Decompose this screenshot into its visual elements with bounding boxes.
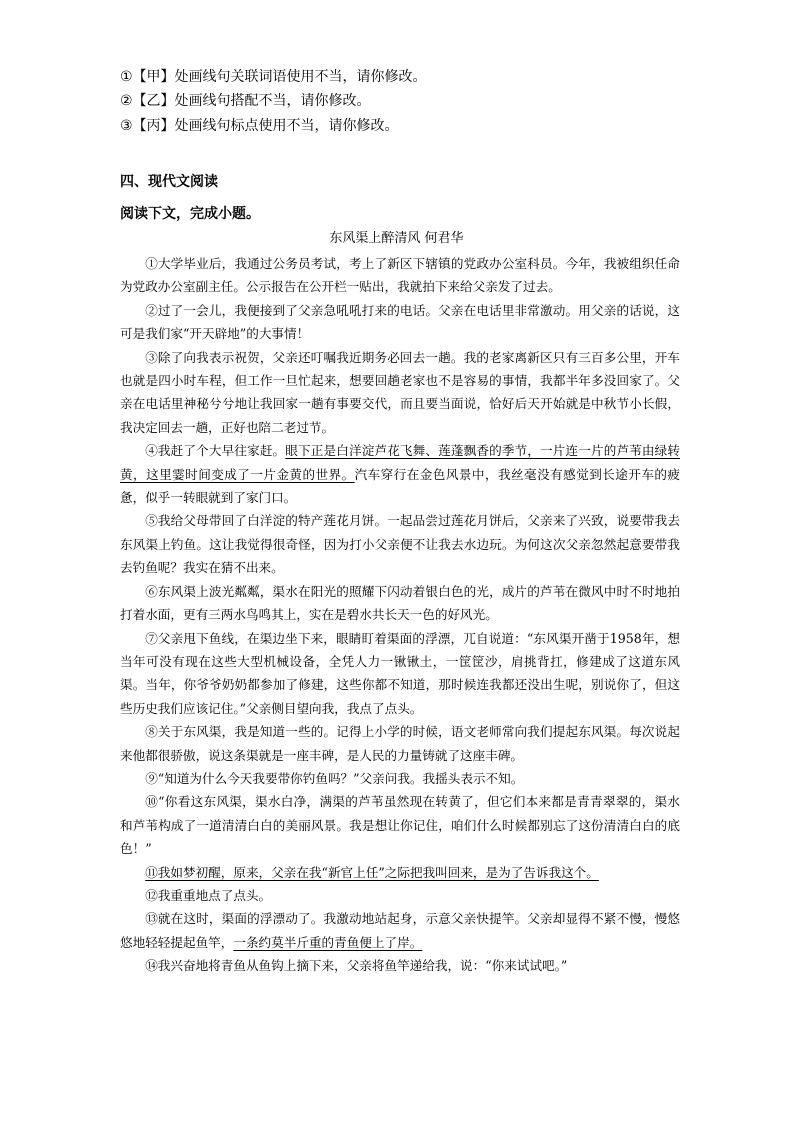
underlined-sentence-reed-scene: 眼下正是白洋淀芦花飞舞、莲蓬飘香的季节，一片连一片的芦苇由绿转黄，这里霎时间变成了一片金黄的世界。 [120, 443, 681, 482]
paragraph-13-lead: ⑬就在这时，渠面的浮漂动了。我激动地站起身，示意父亲快提竿。父亲却显得不紧不慢，慢悠悠地轻轻提起鱼竿， [120, 911, 680, 950]
paragraph-5: ⑤我给父母带回了白洋淀的特产莲花月饼。一起品尝过莲花月饼后，父亲来了兴致，说要带我去东风渠上钓鱼。这让我觉得很奇怪，因为打小父亲便不让我去水边玩。为何这次父亲忽然起意要带我去钓鱼呢？我实在猜不出来。 [120, 513, 680, 576]
section-heading: 四、现代文阅读 [120, 174, 218, 190]
article-body [120, 252, 680, 978]
question-3: ③【丙】处画线句标点使用不当，请你修改。 [120, 118, 399, 134]
question-1: ①【甲】处画线句关联词语使用不当，请你修改。 [120, 69, 427, 85]
paragraph-6: ⑥东风渠上波光粼粼，渠水在阳光的照耀下闪动着银白色的光，成片的芦苇在微风中时不时地拍打着水面，更有三两水鸟鸣其上，实在是碧水共长天一色的好风光。 [120, 583, 680, 623]
paragraph-14: ⑭我兴奋地将青鱼从鱼钩上摘下来，父亲将鱼竿递给我，说：“你来试试吧。” [145, 958, 568, 974]
paragraph-11: ⑪我如梦初醒，原来，父亲在我“新官上任”之际把我叫回来，是为了告诉我这个。 [145, 864, 599, 880]
reading-instruction: 阅读下文，完成小题。 [120, 206, 260, 222]
underlined-sentence-fish: 一条约莫半斤重的青鱼便上了岸。 [233, 934, 423, 950]
paragraph-7: ⑦父亲甩下鱼线，在渠边坐下来，眼睛盯着渠面的浮漂，兀自说道：“东风渠开凿于1958年，想当年可没有现在这些大型机械设备，全凭人力一锹锹土，一筐筐沙，肩挑背扛，修建成了这道东风渠。当年，你爷爷奶奶都参加了修建，这些你都不知道，那时候连我都还没出生呢，别说你了，但这些历史我们应该记住。”父亲侧目望向我，我点了点头。 [120, 630, 680, 716]
paragraph-12: ⑫我重重地点了点头。 [145, 887, 272, 903]
paragraph-4-tail: 汽车穿行在金色风景中，我丝毫没有感觉到长途开车的疲惫，似乎一转眼就到了家门口。 [120, 466, 681, 506]
question-2: ②【乙】处画线句搭配不当，请你修改。 [120, 93, 371, 109]
paragraph-9: ⑨“知道为什么今天我要带你钓鱼吗？”父亲问我。我摇头表示不知。 [145, 770, 524, 786]
paragraph-4 [120, 439, 680, 509]
paragraph-2: ②过了一会儿，我便接到了父亲急吼吼打来的电话。父亲在电话里非常激动。用父亲的话说，这可是我们家“开天辟地”的大事情！ [120, 302, 680, 342]
paragraph-13 [120, 907, 680, 954]
paragraph-4-lead: ④我赶了个大早往家赶。 [145, 443, 286, 459]
paragraph-1: ①大学毕业后，我通过公务员考试，考上了新区下辖镇的党政办公室科员。今年，我被组织任命为党政办公室副主任。公示报告在公开栏一贴出，我就拍下来给父亲发了过去。 [120, 256, 680, 295]
article-title: 东风渠上醉清风 何君华 [329, 231, 464, 246]
paragraph-10: ⑩“你看这东风渠，渠水白净，满渠的芦苇虽然现在转黄了，但它们本来都是青青翠翠的，渠水和芦苇构成了一道清清白白的美丽风景。我是想让你记住，咱们什么时候都别忘了这份清清白白的底色！” [120, 794, 680, 857]
paragraph-8: ⑧关于东风渠，我是知道一些的。记得上小学的时候，语文老师常向我们提起东风渠。每次说起来他都很骄傲，说这条渠就是一座丰碑，是人民的力量铸就了这座丰碑。 [120, 724, 680, 763]
paragraph-3: ③除了向我表示祝贺，父亲还叮嘱我近期务必回去一趟。我的老家离新区只有三百多公里，开车也就是四小时车程，但工作一旦忙起来，想要回趟老家也不是容易的事情，我都半年多没回家了。父亲在电话里神秘兮兮地让我回家一趟有事要交代，而且要当面说，恰好后天开始就是中秋节小长假，我决定回去一趟，正好也陪二老过节。 [120, 349, 680, 435]
